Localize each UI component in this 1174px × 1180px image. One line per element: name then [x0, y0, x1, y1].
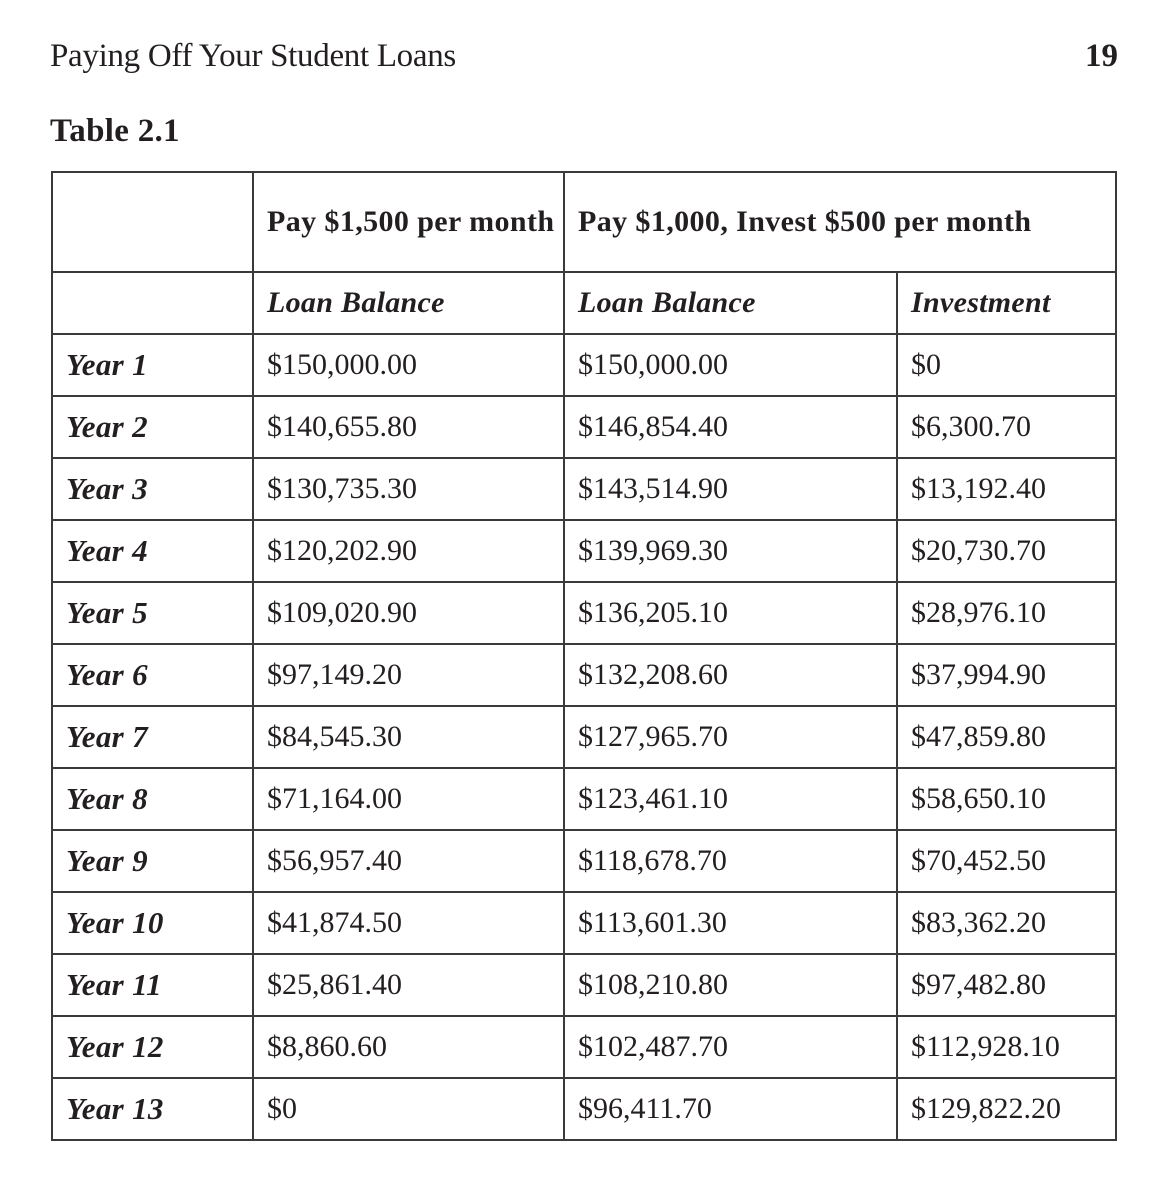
loan-balance-a-cell: $41,874.50 [253, 892, 564, 954]
loan-balance-b-cell: $132,208.60 [564, 644, 897, 706]
table-row [52, 892, 1116, 954]
investment-cell: $129,822.20 [897, 1078, 1116, 1140]
investment-cell: $83,362.20 [897, 892, 1116, 954]
investment-cell: $58,650.10 [897, 768, 1116, 830]
investment-cell: $70,452.50 [897, 830, 1116, 892]
column-header-loan-balance-a: Loan Balance [253, 272, 564, 334]
group-header-blank [52, 172, 253, 272]
column-header-blank [52, 272, 253, 334]
year-cell: Year 11 [52, 954, 253, 1016]
investment-cell: $47,859.80 [897, 706, 1116, 768]
investment-cell: $0 [897, 334, 1116, 396]
year-cell: Year 3 [52, 458, 253, 520]
loan-balance-a-cell: $130,735.30 [253, 458, 564, 520]
column-header-row [52, 272, 1116, 334]
group-header-pay-full: Pay $1,500 per month [253, 172, 564, 272]
year-cell: Year 2 [52, 396, 253, 458]
loan-comparison-table [51, 171, 1117, 1141]
year-cell: Year 9 [52, 830, 253, 892]
loan-balance-a-cell: $56,957.40 [253, 830, 564, 892]
table-row [52, 334, 1116, 396]
loan-balance-b-cell: $150,000.00 [564, 334, 897, 396]
year-cell: Year 12 [52, 1016, 253, 1078]
loan-balance-b-cell: $108,210.80 [564, 954, 897, 1016]
year-cell: Year 6 [52, 644, 253, 706]
loan-balance-a-cell: $120,202.90 [253, 520, 564, 582]
loan-balance-b-cell: $143,514.90 [564, 458, 897, 520]
loan-balance-a-cell: $97,149.20 [253, 644, 564, 706]
loan-balance-a-cell: $71,164.00 [253, 768, 564, 830]
loan-balance-a-cell: $140,655.80 [253, 396, 564, 458]
table-row [52, 520, 1116, 582]
column-header-loan-balance-b: Loan Balance [564, 272, 897, 334]
running-head-title: Paying Off Your Student Loans [50, 38, 456, 74]
year-cell: Year 7 [52, 706, 253, 768]
year-cell: Year 10 [52, 892, 253, 954]
table-caption: Table 2.1 [50, 113, 180, 149]
group-header-row [52, 172, 1116, 272]
table-row [52, 1078, 1116, 1140]
loan-balance-b-cell: $136,205.10 [564, 582, 897, 644]
investment-cell: $112,928.10 [897, 1016, 1116, 1078]
table-row [52, 582, 1116, 644]
loan-balance-b-cell: $96,411.70 [564, 1078, 897, 1140]
table-row [52, 706, 1116, 768]
column-header-investment: Investment [897, 272, 1116, 334]
investment-cell: $20,730.70 [897, 520, 1116, 582]
loan-balance-a-cell: $8,860.60 [253, 1016, 564, 1078]
table-row [52, 954, 1116, 1016]
loan-balance-b-cell: $139,969.30 [564, 520, 897, 582]
loan-balance-b-cell: $102,487.70 [564, 1016, 897, 1078]
loan-balance-a-cell: $25,861.40 [253, 954, 564, 1016]
year-cell: Year 13 [52, 1078, 253, 1140]
table-row [52, 458, 1116, 520]
table-row [52, 768, 1116, 830]
table-row [52, 644, 1116, 706]
loan-balance-a-cell: $150,000.00 [253, 334, 564, 396]
loan-balance-b-cell: $118,678.70 [564, 830, 897, 892]
loan-balance-b-cell: $146,854.40 [564, 396, 897, 458]
table-row [52, 830, 1116, 892]
loan-balance-a-cell: $109,020.90 [253, 582, 564, 644]
investment-cell: $13,192.40 [897, 458, 1116, 520]
loan-balance-b-cell: $127,965.70 [564, 706, 897, 768]
table-body [52, 172, 1116, 1140]
investment-cell: $37,994.90 [897, 644, 1116, 706]
loan-balance-a-cell: $0 [253, 1078, 564, 1140]
loan-balance-a-cell: $84,545.30 [253, 706, 564, 768]
page-number: 19 [1085, 38, 1118, 74]
table-row [52, 1016, 1116, 1078]
year-cell: Year 1 [52, 334, 253, 396]
loan-balance-b-cell: $113,601.30 [564, 892, 897, 954]
investment-cell: $6,300.70 [897, 396, 1116, 458]
investment-cell: $97,482.80 [897, 954, 1116, 1016]
table-row [52, 396, 1116, 458]
loan-balance-b-cell: $123,461.10 [564, 768, 897, 830]
investment-cell: $28,976.10 [897, 582, 1116, 644]
year-cell: Year 5 [52, 582, 253, 644]
year-cell: Year 8 [52, 768, 253, 830]
group-header-pay-invest: Pay $1,000, Invest $500 per month [564, 172, 1116, 272]
year-cell: Year 4 [52, 520, 253, 582]
